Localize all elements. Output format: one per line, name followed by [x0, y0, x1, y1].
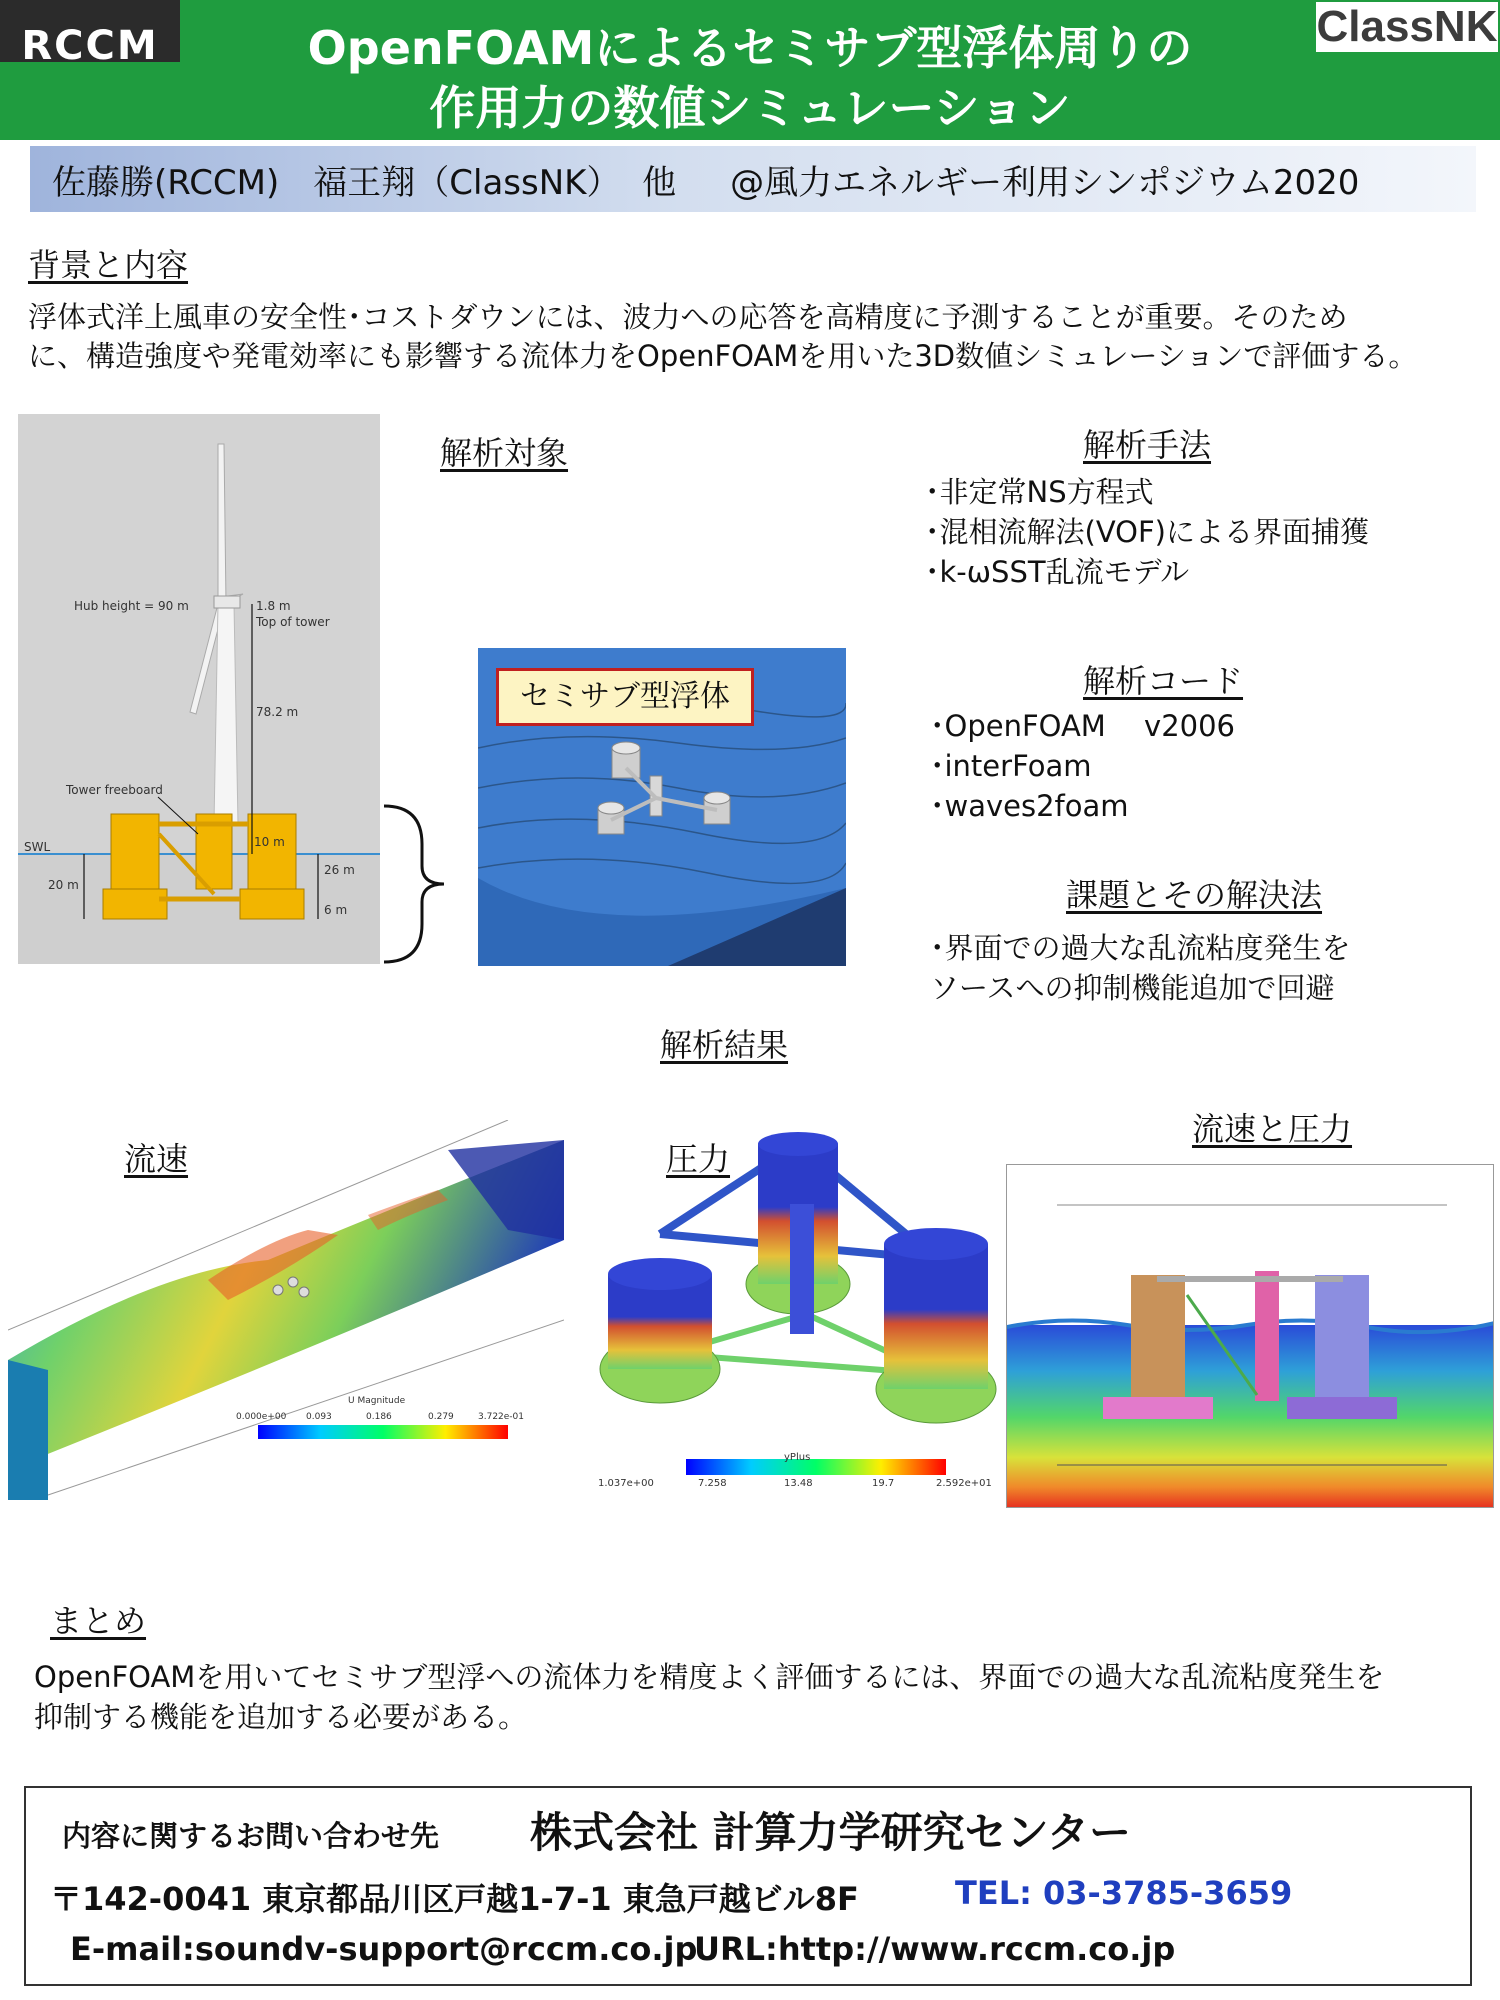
contact-tel: TEL: 03-3785-3659 [955, 1874, 1293, 1912]
target-heading: 解析対象 [440, 434, 569, 472]
contact-address: 〒142-0041 東京都品川区戸越1-7-1 東急戸越ビル8F [50, 1880, 859, 1918]
tower-length-label: 78.2 m [256, 705, 299, 719]
code-heading: 解析コード [1083, 662, 1244, 700]
pressure-render [596, 1124, 1006, 1524]
velocity-tick: 0.279 [428, 1412, 454, 1422]
contact-company: 株式会社 計算力学研究センター [530, 1808, 1131, 1857]
issue-line1: ･界面での過大な乱流粘度発生を [930, 931, 1351, 965]
velocity-render [8, 1120, 564, 1500]
depth-label: 20 m [48, 878, 79, 892]
results-heading: 解析結果 [660, 1026, 789, 1064]
pressure-legend-title: yPlus [784, 1452, 811, 1463]
contact-url[interactable]: URL:http://www.rccm.co.jp [694, 1930, 1176, 1968]
freeboard-label: 10 m [254, 835, 285, 849]
top-tower-label: 1.8 m [256, 599, 291, 613]
velocity-tick: 0.093 [306, 1412, 332, 1422]
method-heading: 解析手法 [1083, 426, 1212, 464]
code-item: ･interFoam [930, 749, 1092, 783]
issue-heading: 課題とその解決法 [1066, 876, 1323, 914]
base-label: 6 m [324, 903, 348, 917]
issue-line2: ソースへの抑制機能追加で回避 [930, 971, 1335, 1005]
background-heading: 背景と内容 [28, 246, 189, 284]
draft-label: 26 m [324, 863, 355, 877]
code-item: ･waves2foam [930, 789, 1129, 823]
contact-email[interactable]: E-mail:soundv-support@rccm.co.jp [70, 1930, 698, 1968]
background-line1: 浮体式洋上風車の安全性･コストダウンには、波力への応答を高精度に予測することが重要。そのため [28, 300, 1348, 334]
velocity-tick: 3.722e-01 [478, 1412, 525, 1422]
method-item: ･非定常NS方程式 [925, 475, 1154, 509]
poster-title-line1: OpenFOAMによるセミサブ型浮体周りの [307, 21, 1193, 75]
poster-title-line2: 作用力の数値シミュレーション [429, 81, 1071, 135]
summary-heading: まとめ [50, 1602, 147, 1640]
pressure-tick: 13.48 [784, 1478, 813, 1489]
semisub-callout: セミサブ型浮体 [496, 668, 754, 726]
pressure-tick: 1.037e+00 [598, 1478, 654, 1489]
rccm-logo-text: RCCM [21, 23, 159, 62]
code-item: ･OpenFOAM v2006 [930, 709, 1235, 743]
turbine-diagram [18, 414, 380, 964]
code-list [930, 706, 1235, 826]
issue-text [930, 928, 1351, 1008]
velocity-legend-title: U Magnitude [348, 1396, 406, 1406]
pressure-tick: 7.258 [698, 1478, 727, 1489]
background-line2: に、構造強度や発電効率にも影響する流体力をOpenFOAMを用いた3D数値シミュレーションで評価する。 [28, 339, 1418, 373]
authors-line: 佐藤勝(RCCM) 福王翔（ClassNK） 他 @風力エネルギー利用シンポジウム2020 [52, 163, 1360, 203]
brace-connector [382, 804, 452, 964]
swl-label: SWL [24, 840, 51, 854]
pressure-tick: 19.7 [872, 1478, 895, 1489]
velocity-tick: 0.000e+00 [236, 1412, 287, 1422]
velocity-label: 流速 [124, 1140, 189, 1178]
contact-label: 内容に関するお問い合わせ先 [62, 1819, 440, 1853]
velocity-pressure-label: 流速と圧力 [1192, 1110, 1353, 1148]
pressure-label: 圧力 [666, 1140, 731, 1178]
classnk-logo-text: ClassNK [1316, 2, 1498, 51]
summary-line2: 抑制する機能を追加する必要がある。 [34, 1700, 528, 1734]
summary-line1: OpenFOAMを用いてセミサブ型浮への流体力を精度よく評価するには、界面での過大な乱流粘度発生を [34, 1660, 1385, 1694]
velocity-pressure-render [1006, 1164, 1494, 1508]
tower-freeboard-label: Tower freeboard [66, 783, 163, 797]
top-tower-label-2: Top of tower [256, 615, 330, 629]
pressure-tick: 2.592e+01 [936, 1478, 992, 1489]
velocity-tick: 0.186 [366, 1412, 392, 1422]
method-item: ･k-ωSST乱流モデル [925, 555, 1190, 589]
hub-height-label: Hub height = 90 m [74, 599, 189, 613]
method-item: ･混相流解法(VOF)による界面捕獲 [925, 515, 1369, 549]
method-list [925, 472, 1369, 592]
